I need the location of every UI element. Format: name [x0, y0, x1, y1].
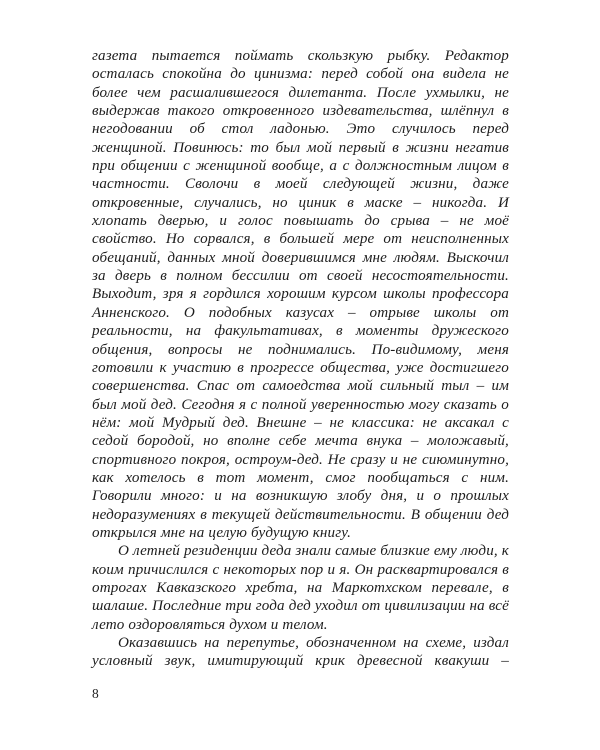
page-number: 8 [92, 686, 99, 701]
paragraph-2: О летней резиденции деда знали самые близкие ему люди, к коим причислился с некоторых пор и я. Он расквартировался в отрогах Кавказского хребта, на Маркотхском перевале, в шалаше. Последние три года дед уходил от цивилизации на всё лето оздоровляться духом и телом. [92, 543, 509, 633]
page-text-block [92, 47, 509, 689]
paragraph-3: Оказавшись на перепутье, обозначенном на схеме, издал условный звук, имитирующий крик древесной квакуши – [92, 635, 509, 670]
paragraph-1: газета пытается поймать скользкую рыбку. Редактор осталась спокойна до цинизма: перед собой она видела не более чем расшалившегося дилетанта. После ухмылки, не выдержав такого откровенного издевательства, шлёпнул в негодовании об стол ладонью. Это случилось перед женщиной. Повинюсь: то был мой первый в жизни негатив при общении с женщиной вообще, а с должностным лицом в частности. Сволочи в моей следующей жизни, даже откровенные, случались, но циник в маске – никогда. И хлопать дверью, и голос повышать до срыва – не моё свойство. Но сорвался, в большей мере от неисполненных обещаний, данных мной доверившимся мне людям. Выскочил за дверь в полном бессилии от своей несостоятельности. Выходит, зря я гордился хорошим курсом школы профессора Анненского. О подобных казусах – отрыве школы от реальности, на факультативах, в моменты дружеского общения, вопросы не поднимались. По-видимому, меня готовили к участию в прогрессе общества, уже достигшего совершенства. Спас от самоедства мой сильный тыл – им был мой дед. Сегодня я с полной уверенностью могу сказать о нём: мой Мудрый дед. Внешне – не классика: не аксакал с седой бородой, но вполне себе мечта внука – моложавый, спортивного покроя, остроум-дед. Не сразу и не сиюминутно, как хотелось в тот момент, смог пообщаться с ним. Говорили много: и на возникшую злобу дня, и о прошлых недоразумениях в текущей действительности. В общении дед открылся мне на целую будущую книгу. [92, 48, 509, 541]
